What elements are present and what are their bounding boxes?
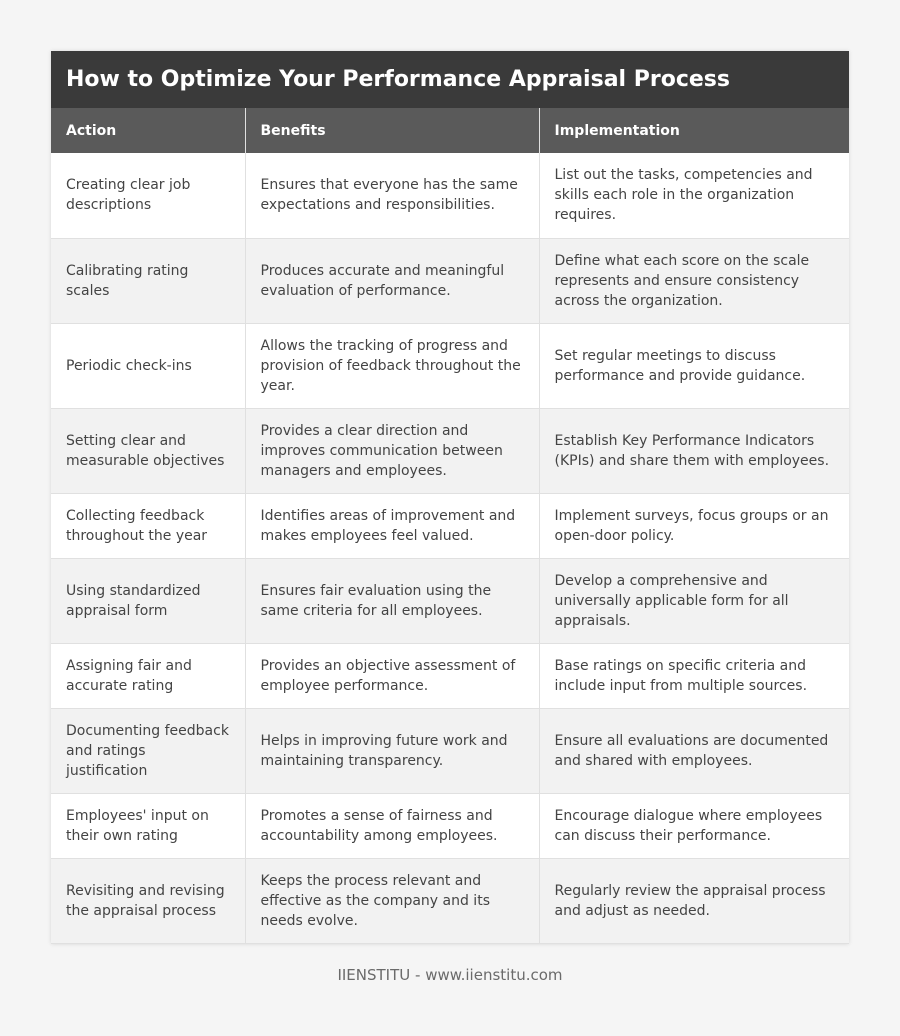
appraisal-table <box>51 108 849 944</box>
cell-action: Revisiting and revising the appraisal process <box>51 858 245 943</box>
footer-credit: IIENSTITU - www.iienstitu.com <box>337 966 563 984</box>
cell-implementation: Regularly review the appraisal process and adjust as needed. <box>539 858 849 943</box>
cell-implementation: Implement surveys, focus groups or an open-door policy. <box>539 493 849 558</box>
column-header-benefits: Benefits <box>245 108 539 153</box>
table-row <box>51 493 849 558</box>
column-header-action: Action <box>51 108 245 153</box>
table-row <box>51 153 849 238</box>
table-row <box>51 793 849 858</box>
cell-benefits: Ensures that everyone has the same expectations and responsibilities. <box>245 153 539 238</box>
table-row <box>51 643 849 708</box>
table-header-row <box>51 108 849 153</box>
cell-action: Employees' input on their own rating <box>51 793 245 858</box>
appraisal-table-card <box>51 51 849 944</box>
cell-benefits: Provides an objective assessment of employee performance. <box>245 643 539 708</box>
cell-benefits: Ensures fair evaluation using the same criteria for all employees. <box>245 558 539 643</box>
cell-implementation: Ensure all evaluations are documented and shared with employees. <box>539 708 849 793</box>
cell-action: Setting clear and measurable objectives <box>51 408 245 493</box>
cell-action: Creating clear job descriptions <box>51 153 245 238</box>
table-row <box>51 558 849 643</box>
cell-action: Documenting feedback and ratings justification <box>51 708 245 793</box>
cell-action: Assigning fair and accurate rating <box>51 643 245 708</box>
cell-benefits: Provides a clear direction and improves communication between managers and employees. <box>245 408 539 493</box>
table-row <box>51 858 849 943</box>
cell-benefits: Keeps the process relevant and effective as the company and its needs evolve. <box>245 858 539 943</box>
cell-implementation: List out the tasks, competencies and skills each role in the organization requires. <box>539 153 849 238</box>
cell-implementation: Base ratings on specific criteria and include input from multiple sources. <box>539 643 849 708</box>
table-row <box>51 708 849 793</box>
cell-benefits: Identifies areas of improvement and makes employees feel valued. <box>245 493 539 558</box>
table-row <box>51 238 849 323</box>
cell-action: Using standardized appraisal form <box>51 558 245 643</box>
cell-benefits: Produces accurate and meaningful evaluation of performance. <box>245 238 539 323</box>
table-row <box>51 408 849 493</box>
cell-benefits: Allows the tracking of progress and provision of feedback throughout the year. <box>245 323 539 408</box>
cell-action: Periodic check-ins <box>51 323 245 408</box>
cell-benefits: Promotes a sense of fairness and accountability among employees. <box>245 793 539 858</box>
cell-implementation: Define what each score on the scale represents and ensure consistency across the organization. <box>539 238 849 323</box>
cell-implementation: Establish Key Performance Indicators (KPIs) and share them with employees. <box>539 408 849 493</box>
cell-action: Collecting feedback throughout the year <box>51 493 245 558</box>
cell-benefits: Helps in improving future work and maintaining transparency. <box>245 708 539 793</box>
cell-implementation: Set regular meetings to discuss performance and provide guidance. <box>539 323 849 408</box>
cell-action: Calibrating rating scales <box>51 238 245 323</box>
page-title: How to Optimize Your Performance Appraisal Process <box>51 51 849 108</box>
table-row <box>51 323 849 408</box>
column-header-implementation: Implementation <box>539 108 849 153</box>
cell-implementation: Encourage dialogue where employees can discuss their performance. <box>539 793 849 858</box>
cell-implementation: Develop a comprehensive and universally applicable form for all appraisals. <box>539 558 849 643</box>
